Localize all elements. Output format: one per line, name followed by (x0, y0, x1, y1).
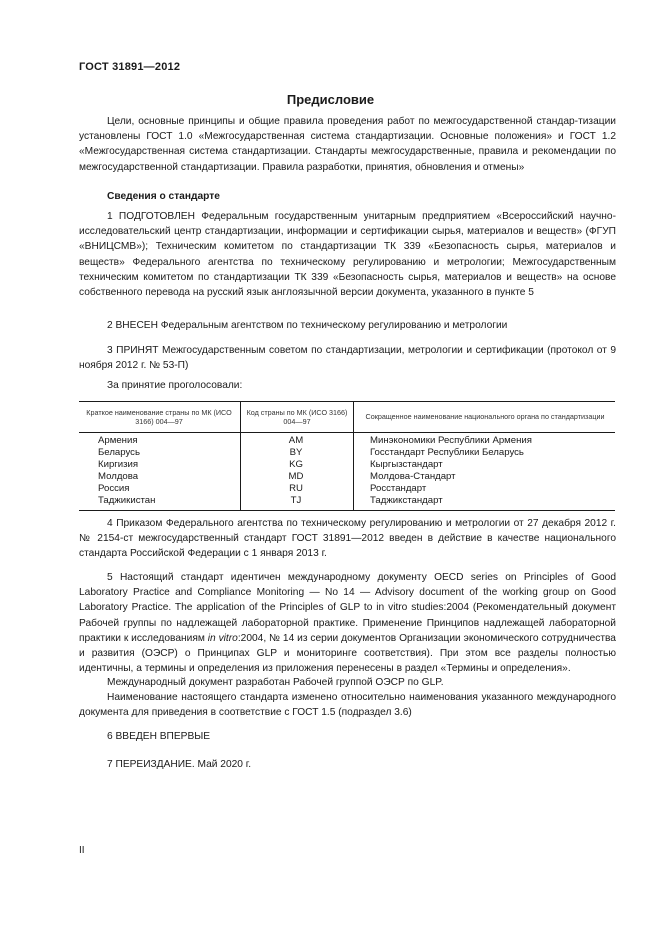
country-cell: Беларусь (98, 447, 140, 458)
voted-label: За принятие проголосовали: (107, 380, 243, 391)
page-title: Предисловие (286, 92, 375, 107)
country-cell: Молдова (98, 471, 139, 482)
item-5-paragraph (79, 570, 616, 676)
item-2-paragraph: 2 ВНЕСЕН Федеральным агентством по техническому регулированию и метрологии (107, 320, 508, 331)
table-row (79, 435, 615, 447)
intro-text-rest: тизации установлены ГОСТ 1.0 «Межгосударственная система стандартизации. Основные положения» и ГОСТ 1.2 «Межгосударственная система стандартизации. Стандарты межгосударственные, правила и рекомендации по межгосударственной стандартизации. Правила разработки, принятия, обновления и отмены» (79, 116, 616, 173)
item-1-text: 1 ПОДГОТОВЛЕН Федеральным государственным унитарным предприятием «Всероссийский научно-исследовательский центр стандартизации, информации и сертификации сырья, материалов и веществ» (ФГУП «ВНИЦСМВ»); Техническим комитетом по стандартизации ТК 339 «Безопасность сырья, материалов и веществ» Федерального агентства по техническому регулированию и метрологии; Межгосударственным техническим комитетом по стандартизации ТК 339 «Безопасность сырья, материалов и веществ» на основе собственного перевода на русский язык англоязычной версии документа, указанного в пункте 5 (79, 211, 616, 299)
voting-table (79, 401, 615, 511)
column-header-country: Краткое наименование страны по МК (ИСО 3166) 004—97 (86, 407, 232, 426)
body-cell: Госстандарт Республики Беларусь (370, 447, 524, 458)
table-row (79, 495, 615, 507)
body-cell: Минэкономики Республики Армения (370, 435, 532, 446)
country-cell: Россия (98, 483, 130, 494)
item-4-text: 4 Приказом Федерального агентства по техническому регулированию и метрологии от 27 декабря 2012 г. № 2154-ст межгосударственный стандарт ГОСТ 31891—2012 введен в действие в качестве национального стандарта Российской Федерации с 1 января 2013 г. (79, 518, 616, 560)
body-cell: Молдова-Стандарт (370, 471, 456, 482)
item-3-text: 3 ПРИНЯТ Межгосударственным советом по стандартизации, метрологии и сертификации (протокол от 9 ноября 2012 г. № 53-П) (79, 345, 616, 372)
page-number: II (79, 845, 85, 856)
naming-note (79, 690, 616, 720)
code-cell: TJ (290, 495, 302, 506)
item-7-paragraph: 7 ПЕРЕИЗДАНИЕ. Май 2020 г. (107, 759, 252, 770)
intro-text-first: Цели, основные принципы и общие правила проведения работ по межгосударственной стандар- (107, 116, 579, 127)
intro-paragraph (79, 114, 616, 175)
oecd-note: Международный документ разработан Рабочей группой ОЭСР по GLP. (107, 677, 444, 688)
body-cell: Кыргызстандарт (370, 459, 443, 470)
country-cell: Киргизия (98, 459, 139, 470)
item-6-paragraph: 6 ВВЕДЕН ВПЕРВЫЕ (107, 731, 211, 742)
table-header (79, 402, 615, 433)
code-cell: RU (289, 483, 303, 494)
column-header-code: Код страны по МК (ИСО 3166) 004—97 (240, 402, 353, 432)
item-1-paragraph (79, 209, 616, 300)
table-row (79, 459, 615, 471)
table-row (79, 447, 615, 459)
table-row (79, 483, 615, 495)
body-cell: Таджикстандарт (370, 495, 443, 506)
country-cell: Армения (98, 435, 138, 446)
country-cell: Таджикистан (98, 495, 156, 506)
standard-info-heading: Сведения о стандарте (107, 191, 220, 202)
table-row (79, 471, 615, 483)
naming-text: Наименование настоящего стандарта изменено относительно наименования указанного международного документа для приведения в соответствие с ГОСТ 1.5 (подраздел 3.6) (79, 692, 616, 719)
code-cell: BY (289, 447, 303, 458)
item-4-paragraph (79, 516, 616, 562)
code-cell: AM (288, 435, 304, 446)
item-5-text-a: 5 Настоящий стандарт идентичен международному документу OECD series on Principles of Good Laboratory Practice and Compliance Monitoring — No 14 — Advisory document of the working group on Good Laboratory Practice. The application of the Principles of GLP to in vitro studies:2004 (Рекомендательный документ Рабочей группы по надлежащей лабораторной практике. Применение Принципов надлежащей лабораторной практики к исследованиям (79, 572, 616, 644)
column-header-body: Сокращенное наименование национального органа по стандартизации (353, 402, 616, 432)
item-3-paragraph (79, 343, 616, 373)
table-body (79, 435, 615, 507)
code-cell: MD (288, 471, 304, 482)
code-cell: KG (289, 459, 303, 470)
item-5-italic: in vitro (207, 632, 238, 644)
document-code-header: ГОСТ 31891—2012 (79, 61, 181, 73)
item-5-text-b: :2004, № 14 из серии документов Организации экономического сотрудничества и развития (ОЭСР) о Принципах GLP и мониторинге соответствия). При этом все разделы полностью идентичны, а термины и определения из приложения перенесены в раздел «Термины и определения». (79, 632, 616, 675)
body-cell: Росстандарт (370, 483, 427, 494)
